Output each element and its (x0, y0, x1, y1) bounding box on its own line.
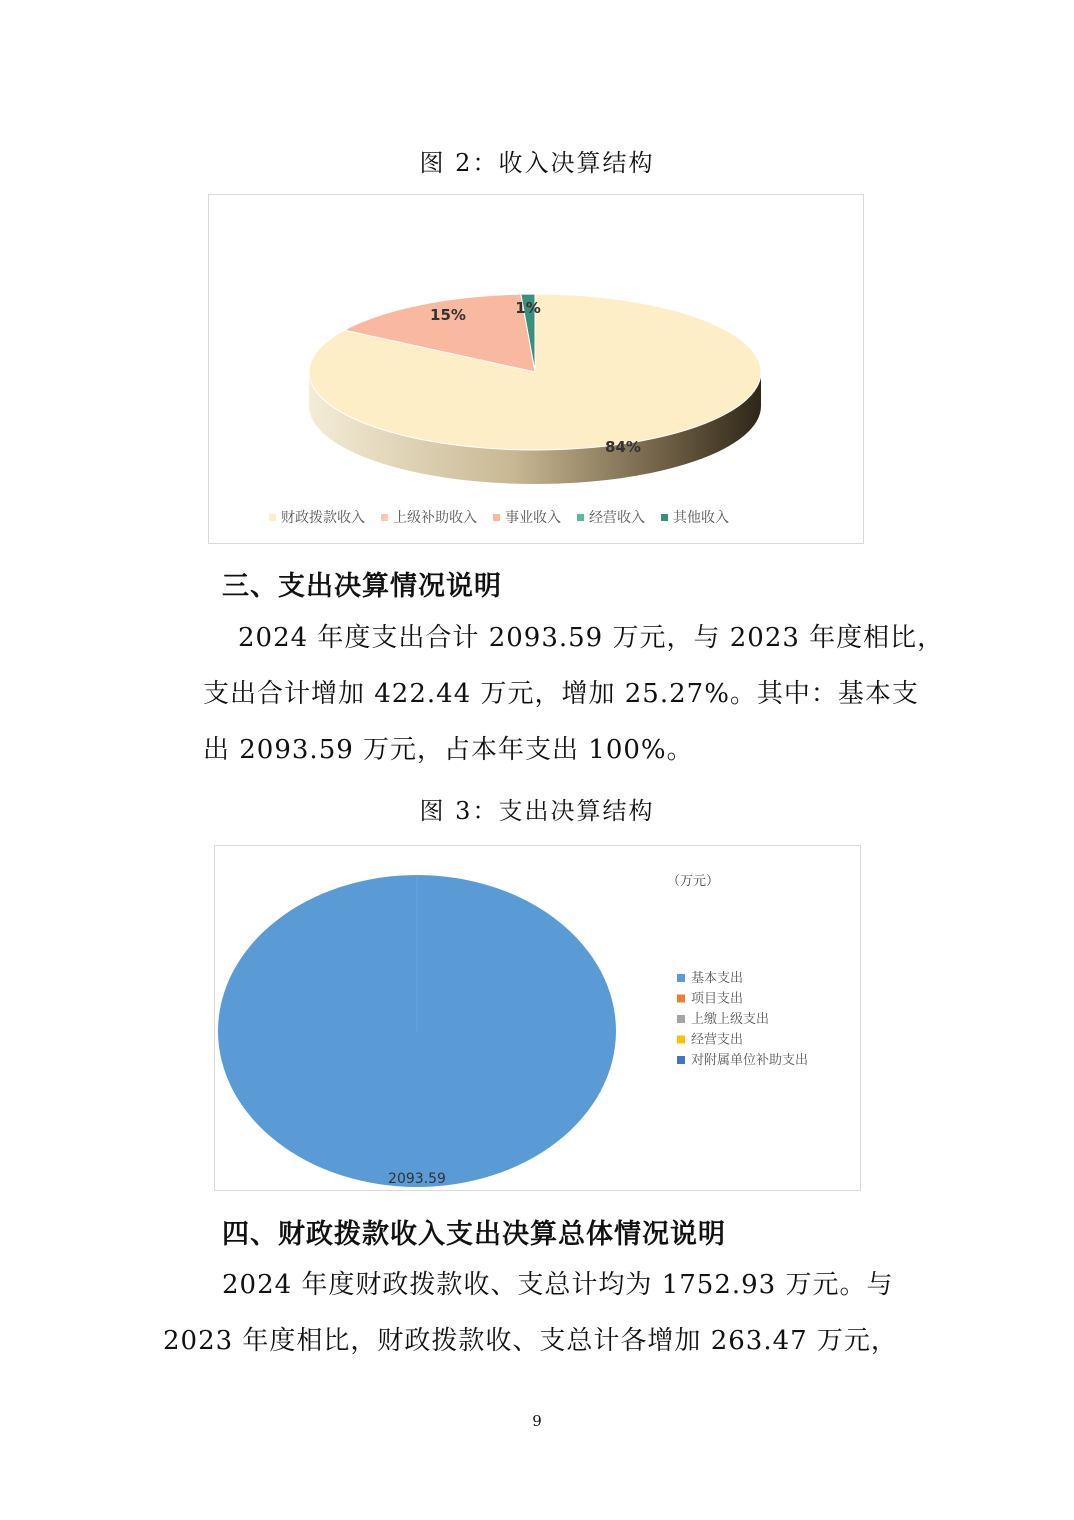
section-3-line-1: 2024 年度支出合计 2093.59 万元，与 2023 年度相比， (238, 623, 945, 653)
expenditure-structure-chart (214, 845, 861, 1191)
legend-swatch-1 (677, 995, 685, 1003)
legend-swatch-0 (677, 974, 685, 982)
income-structure-chart (208, 194, 864, 544)
figure-3-caption: 图 3：支出决算结构 (419, 797, 655, 825)
legend-swatch-3 (677, 1036, 685, 1044)
section-3-heading: 三、支出决算情况说明 (222, 571, 502, 602)
legend-swatch-0 (269, 514, 276, 521)
legend-label-3: 经营收入 (589, 510, 645, 526)
page-number: 9 (532, 1412, 542, 1430)
legend-swatch-1 (381, 514, 388, 521)
pie-data-label-2: 15% (430, 306, 466, 324)
legend-swatch-4 (661, 514, 668, 521)
section-3-line-2: 支出合计增加 422.44 万元，增加 25.27%。其中：基本支 (203, 679, 919, 709)
expenditure-pie-chart-svg (215, 846, 860, 1190)
chart-unit-label: （万元） (667, 874, 720, 889)
legend-swatch-3 (577, 514, 584, 521)
legend-label-3: 经营支出 (691, 1032, 744, 1048)
income-pie-chart-svg (209, 195, 863, 543)
legend-label-4: 其他收入 (673, 510, 729, 526)
legend-label-0: 财政拨款收入 (281, 510, 365, 526)
figure-2-caption: 图 2：收入决算结构 (419, 149, 655, 177)
legend-label-2: 上缴上级支出 (691, 1012, 770, 1027)
pie-data-label-0: 2093.59 (388, 1171, 446, 1187)
legend-label-0: 基本支出 (691, 971, 744, 986)
legend-label-1: 项目支出 (691, 991, 744, 1007)
section-4-line-1: 2024 年度财政拨款收、支总计均为 1752.93 万元。与 (222, 1270, 894, 1300)
legend-label-2: 事业收入 (505, 510, 561, 526)
legend-label-4: 对附属单位补助支出 (691, 1053, 809, 1068)
section-4-line-2: 2023 年度相比，财政拨款收、支总计各增加 263.47 万元， (163, 1326, 898, 1356)
legend-label-1: 上级补助收入 (393, 510, 477, 526)
legend-swatch-2 (677, 1015, 685, 1023)
pie-data-label-4: 1% (515, 299, 541, 317)
section-4-heading: 四、财政拨款收入支出决算总体情况说明 (222, 1219, 726, 1250)
legend-swatch-4 (677, 1056, 685, 1064)
section-3-line-3: 出 2093.59 万元，占本年支出 100%。 (203, 735, 694, 765)
pie-data-label-0: 84% (605, 438, 641, 456)
legend-swatch-2 (493, 514, 500, 521)
